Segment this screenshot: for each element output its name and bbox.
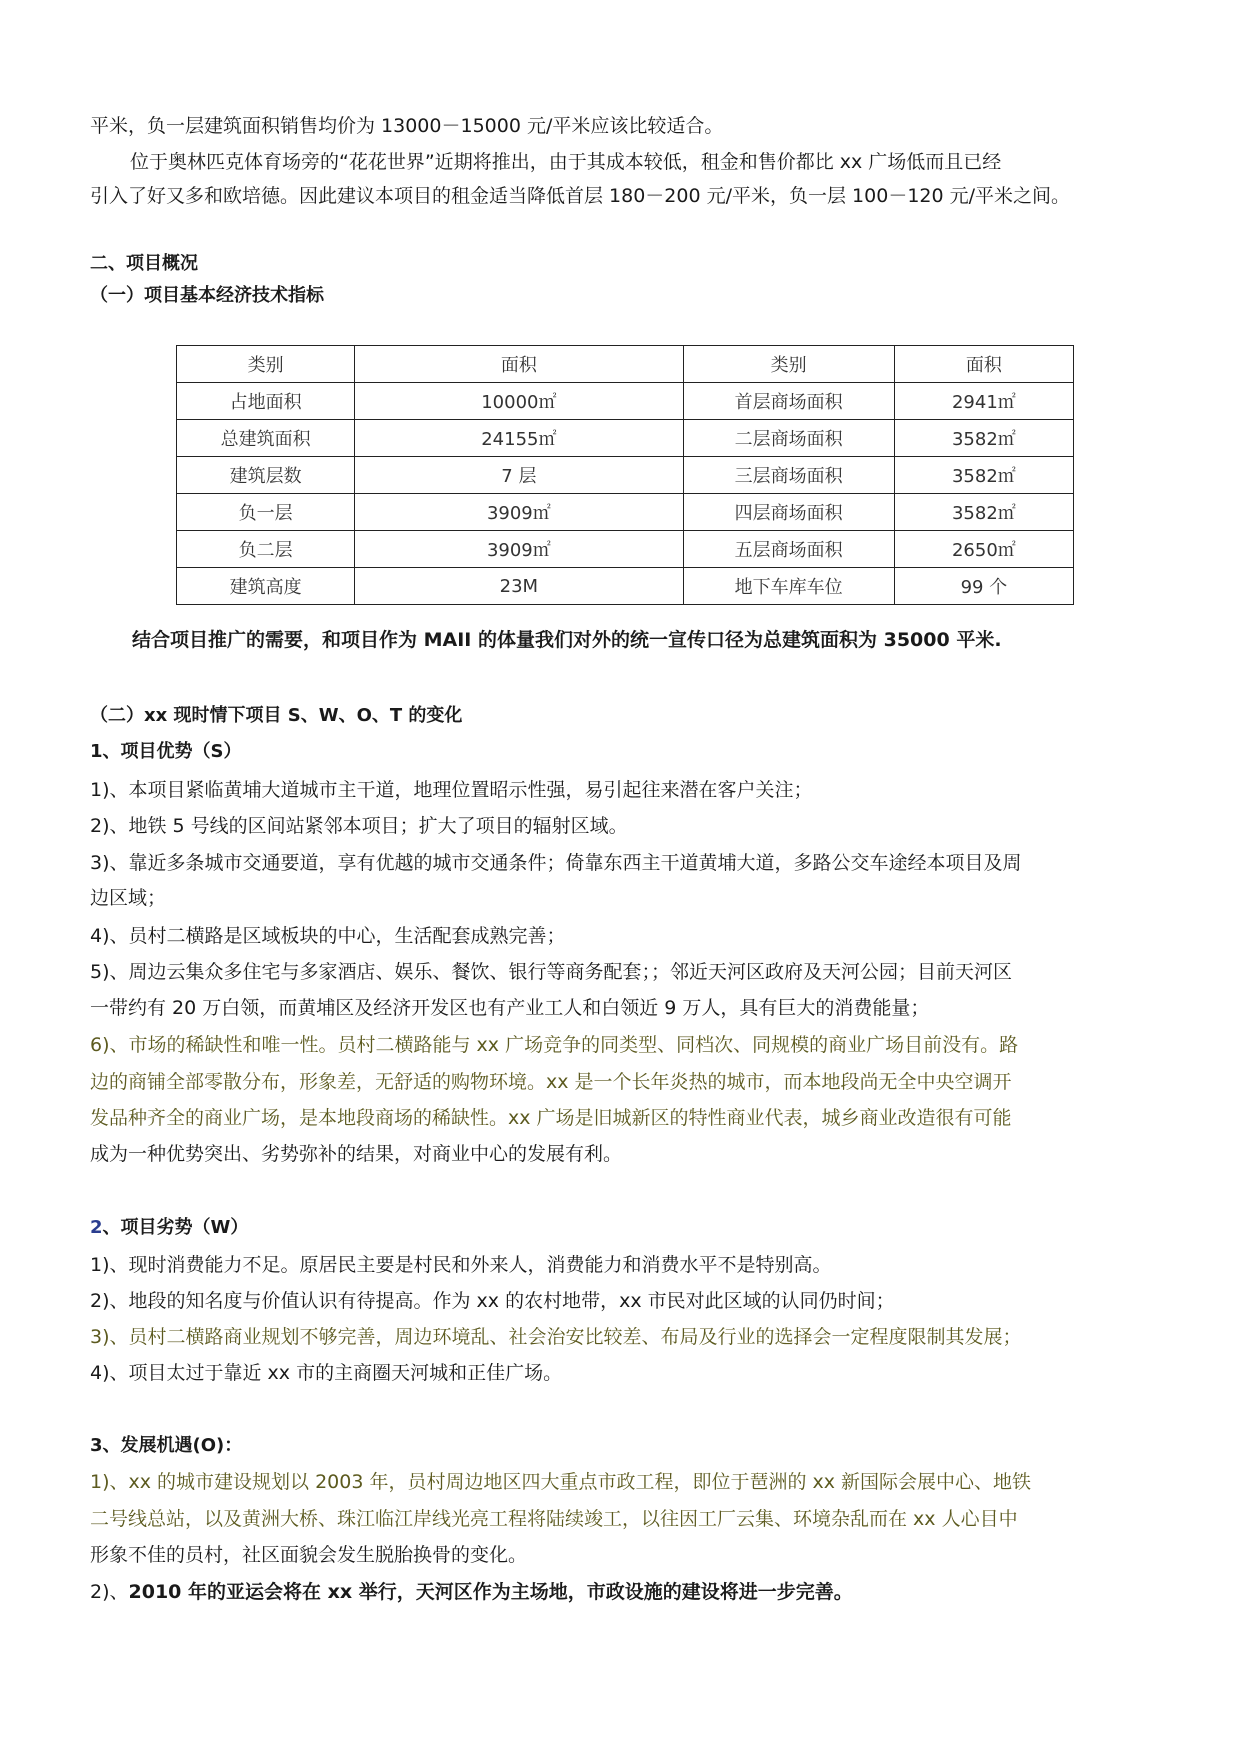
strength-item-6-line: 成为一种优势突出、劣势弥补的结果，对商业中心的发展有利。 xyxy=(90,1143,623,1165)
strength-item: 5)、周边云集众多住宅与多家酒店、娱乐、餐饮、银行等商务配套；；邻近天河区政府及天河公园；目前天河区 xyxy=(90,961,1013,983)
subsection-title-indicators: （一）项目基本经济技术指标 xyxy=(90,285,324,306)
table-cell: 7 层 xyxy=(355,457,683,494)
strength-item-6-line: 6)、市场的稀缺性和唯一性。员村二横路能与 xx 广场竞争的同类型、同档次、同规模的商业广场目前没有。路 xyxy=(90,1034,1019,1056)
weaknesses-title-text: 、项目劣势（W） xyxy=(102,1217,249,1238)
opportunity-item-2-prefix: 2)、 xyxy=(90,1581,129,1603)
table-cell: 二层商场面积 xyxy=(683,420,894,457)
table-cell: 建筑层数 xyxy=(177,457,355,494)
publicity-note: 结合项目推广的需要，和项目作为 MAII 的体量我们对外的统一宣传口径为总建筑面积为 35000 平米. xyxy=(132,629,1002,651)
table-cell: 10000㎡ xyxy=(355,383,683,420)
table-row xyxy=(177,457,1074,494)
strengths-title: 1、项目优势（S） xyxy=(90,741,242,762)
table-cell: 首层商场面积 xyxy=(683,383,894,420)
weaknesses-title xyxy=(90,1214,1160,1242)
table-header-cell: 面积 xyxy=(355,346,683,383)
strength-item-6-line: 边的商铺全部零散分布，形象差，无舒适的购物环境。xx 是一个长年炎热的城市，而本地段尚无全中央空调开 xyxy=(90,1071,1012,1093)
table-row xyxy=(177,568,1074,605)
table-cell: 2941㎡ xyxy=(894,383,1073,420)
opportunity-item-2-text: 2010 年的亚运会将在 xx 举行，天河区作为主场地，市政设施的建设将进一步完善。 xyxy=(128,1581,853,1603)
table-cell: 总建筑面积 xyxy=(177,420,355,457)
table-cell: 99 个 xyxy=(894,568,1073,605)
table-row xyxy=(177,494,1074,531)
table-row xyxy=(177,531,1074,568)
weaknesses-title-number: 2 xyxy=(90,1217,103,1238)
strength-item: 2)、地铁 5 号线的区间站紧邻本项目；扩大了项目的辐射区域。 xyxy=(90,815,628,837)
table-cell: 五层商场面积 xyxy=(683,531,894,568)
table-cell: 3582㎡ xyxy=(894,420,1073,457)
table-cell: 3909㎡ xyxy=(355,531,683,568)
weakness-item: 4)、项目太过于靠近 xx 市的主商圈天河城和正佳广场。 xyxy=(90,1362,563,1384)
weakness-item: 1)、现时消费能力不足。原居民主要是村民和外来人，消费能力和消费水平不是特别高。 xyxy=(90,1254,832,1276)
strength-item: 3)、靠近多条城市交通要道，享有优越的城市交通条件；倚靠东西主干道黄埔大道，多路公交车途经本项目及周 xyxy=(90,852,1022,874)
indicators-table xyxy=(176,345,1074,605)
opportunities-title: 3、发展机遇(O)： xyxy=(90,1435,243,1456)
subsection-title-swot: （二）xx 现时情下项目 S、W、O、T 的变化 xyxy=(90,705,463,726)
table-cell: 建筑高度 xyxy=(177,568,355,605)
table-cell: 占地面积 xyxy=(177,383,355,420)
table-cell: 24155㎡ xyxy=(355,420,683,457)
table-cell: 负一层 xyxy=(177,494,355,531)
table-cell: 23M xyxy=(355,568,683,605)
table-row xyxy=(177,383,1074,420)
strength-item: 一带约有 20 万白领，而黄埔区及经济开发区也有产业工人和白领近 9 万人，具有巨大的消费能量； xyxy=(90,997,930,1019)
strength-item: 1)、本项目紧临黄埔大道城市主干道，地理位置昭示性强，易引起往来潜在客户关注； xyxy=(90,779,813,801)
table-cell: 3909㎡ xyxy=(355,494,683,531)
table-cell: 负二层 xyxy=(177,531,355,568)
opportunity-item: 二号线总站，以及黄洲大桥、珠江临江岸线光亮工程将陆续竣工，以往因工厂云集、环境杂乱而在 xx 人心目中 xyxy=(90,1508,1018,1530)
table-header-cell: 面积 xyxy=(894,346,1073,383)
table-header-cell: 类别 xyxy=(683,346,894,383)
opportunity-item: 形象不佳的员村，社区面貌会发生脱胎换骨的变化。 xyxy=(90,1544,528,1566)
strength-item: 4)、员村二横路是区域板块的中心，生活配套成熟完善； xyxy=(90,925,566,947)
table-cell: 3582㎡ xyxy=(894,494,1073,531)
table-cell: 3582㎡ xyxy=(894,457,1073,494)
opportunity-item-2 xyxy=(90,1578,1160,1606)
table-header-row xyxy=(177,346,1074,383)
table-cell: 2650㎡ xyxy=(894,531,1073,568)
section-title-overview: 二、项目概况 xyxy=(90,253,198,274)
table-header-cell: 类别 xyxy=(177,346,355,383)
table-cell: 地下车库车位 xyxy=(683,568,894,605)
table-row xyxy=(177,420,1074,457)
table-cell: 四层商场面积 xyxy=(683,494,894,531)
table-cell: 三层商场面积 xyxy=(683,457,894,494)
strength-item: 边区域； xyxy=(90,887,167,909)
intro-line-1: 平米，负一层建筑面积销售均价为 13000－15000 元/平米应该比较适合。 xyxy=(90,115,724,137)
weakness-item: 3)、员村二横路商业规划不够完善，周边环境乱、社会治安比较差、布局及行业的选择会一定程度限制其发展； xyxy=(90,1326,1022,1348)
intro-line-2: 位于奥林匹克体育场旁的“花花世界”近期将推出，由于其成本较低，租金和售价都比 xx 广场低而且已经 xyxy=(130,151,1002,173)
strength-item-6-line: 发品种齐全的商业广场，是本地段商场的稀缺性。xx 广场是旧城新区的特性商业代表，城乡商业改造很有可能 xyxy=(90,1107,1012,1129)
weakness-item: 2)、地段的知名度与价值认识有待提高。作为 xx 的农村地带，xx 市民对此区域的认同仍时间； xyxy=(90,1290,895,1312)
opportunity-item: 1)、xx 的城市建设规划以 2003 年，员村周边地区四大重点市政工程，即位于琶洲的 xx 新国际会展中心、地铁 xyxy=(90,1471,1032,1493)
intro-line-3: 引入了好又多和欧培德。因此建议本项目的租金适当降低首层 180－200 元/平米，负一层 100－120 元/平米之间。 xyxy=(90,185,1071,207)
